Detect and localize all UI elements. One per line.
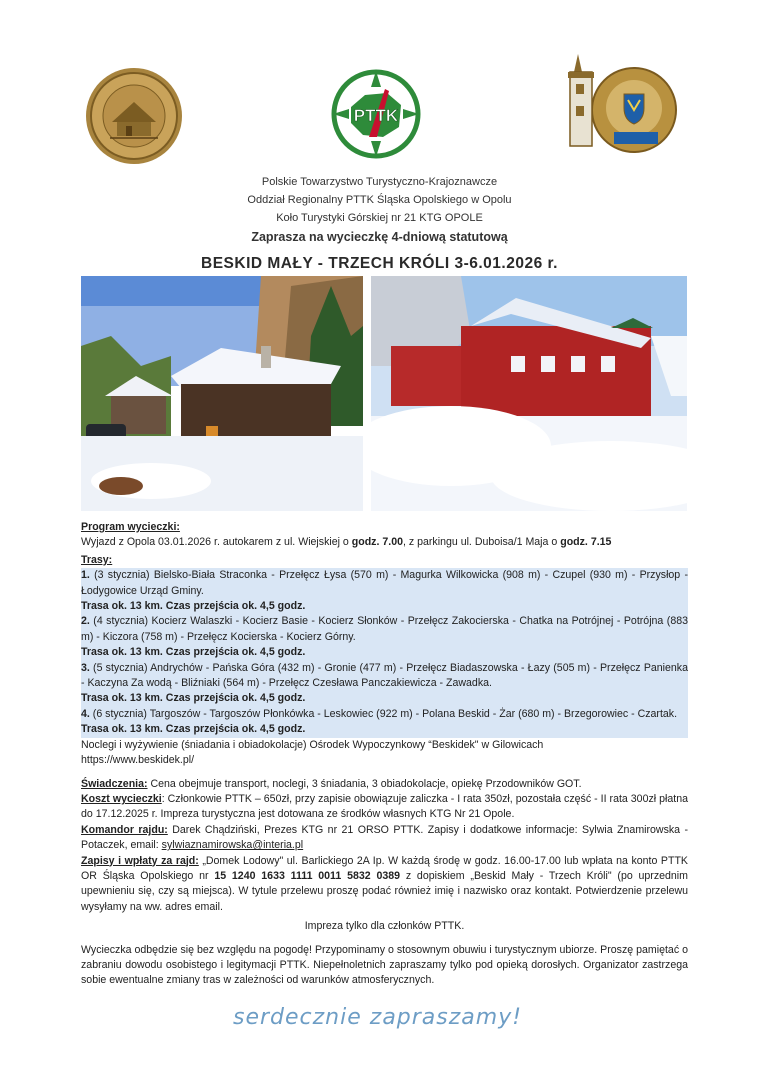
orso-pttk-medal-logo	[84, 66, 184, 166]
page-title: BESKID MAŁY - TRZECH KRÓLI 3-6.01.2026 r.	[201, 255, 558, 272]
route-1-summary: Trasa ok. 13 km. Czas przejścia ok. 4,5 godz.	[81, 600, 306, 613]
photo-red-chalet	[371, 276, 687, 511]
contact-email-link[interactable]: sylwiaznamirowska@interia.pl	[161, 839, 304, 852]
pttk-compass-logo	[329, 67, 423, 161]
program-departure: Wyjazd z Opola 03.01.2026 r. autokarem z ul. Wiejskiej o godz. 7.00, z parkingu ul. Duboisa/1 Maja o godz. 7.15	[81, 536, 612, 549]
header-invite: Zaprasza na wycieczkę 4-dniową statutową	[251, 230, 508, 244]
header-club-name: Koło Turystyki Górskiej nr 21 KTG OPOLE	[276, 212, 483, 224]
cost-info: Koszt wycieczki: Członkowie PTTK – 650zł, przy zapisie obowiązuje zaliczka - I rata 350zł, pozostała część - II rata 300zł płatna do 17.12.2025 r. Impreza turystyczna jest dotowana ze środków własnych KTG Nr 21 Opole.	[81, 792, 688, 821]
closing-note: Wycieczka odbędzie się bez względu na pogodę! Przypominamy o stosownym obuwiu i turystycznym ubiorze. Proszę pamiętać o zabraniu dowodu osobistego i legitymacji PTTK. Niepełnoletnich zapraszamy tylko pod opieką dorosłych. Organizator zastrzega sobie ewentualne zmiany tras w zależności od warunków atmosferycznych.	[81, 943, 688, 987]
program-heading: Program wycieczki:	[81, 521, 180, 533]
header-org-name: Polskie Towarzystwo Turystyczno-Krajoznawcze	[261, 176, 498, 188]
commander-info: Komandor rajdu: Darek Chądziński, Prezes KTG nr 21 ORSO PTTK. Zapisy i dodatkowe informacje: Sylwia Znamirowska -Potaczek, email: sylwiaznamirowska@interia.pl	[81, 823, 688, 852]
route-3: 3. (5 stycznia) Andrychów - Pańska Góra (432 m) - Gronie (477 m) - Przełęcz Biadaszowska - Łazy (505 m) - Przełęcz Panienka - Kaczyna Za wodą - Bliźniaki (564 m) - Przełęcz Czesława Panczakiewicza - Zawadka.	[81, 661, 688, 690]
pttk-logo-text: PTTK	[353, 106, 399, 125]
route-2: 2. (4 stycznia) Kocierz Walaszki - Kocierz Basie - Kocierz Słonków - Przełęcz Zakocierska - Chatka na Potrójnej - Potrójna (883 m) - Kiczora (758 m) - Przełęcz Kocierska - Kocierz Górny.	[81, 615, 688, 643]
signup-info: Zapisy i wpłaty za rajd: „Domek Lodowy" ul. Barlickiego 2A Ip. W każdą środę w godz. 16.00-17.00 lub wpłata na konto PTTK OR Śląska Opolskiego nr 15 1240 1633 1111 0011 5832 0389 z dopiskiem „Beskid Mały - Trzech Króli" (po uprzednim upewnieniu się, czy są miejsca). W tytule przelewu proszę podać również imię i nazwisko oraz kontakt. Potwierdzenie przelewu wysyłamy na ww. adres email.	[81, 854, 688, 913]
route-4: 4. (6 stycznia) Targoszów - Targoszów Płonkówka - Leskowiec (922 m) - Polana Beskid - Żar (680 m) - Brzegorowiec - Czartak.	[81, 707, 678, 720]
routes-block	[81, 568, 688, 737]
route-3-summary: Trasa ok. 13 km. Czas przejścia ok. 4,5 godz.	[81, 692, 306, 705]
services-info: Świadczenia: Cena obejmuje transport, noclegi, 3 śniadania, 3 obiadokolacje, opiekę Przodowników GOT.	[81, 777, 582, 790]
program-section	[81, 520, 688, 989]
lodging-info: Noclegi i wyżywienie (śniadania i obiadokolacje) Ośrodek Wypoczynkowy “Beskidek" w Gilowicach	[81, 738, 544, 751]
lodging-link[interactable]: https://www.beskidek.pl/	[81, 754, 195, 767]
routes-heading: Trasy:	[81, 553, 113, 566]
photo-wooden-cabin	[81, 276, 363, 511]
members-only-note: Impreza tylko dla członków PTTK.	[304, 920, 465, 933]
route-2-summary: Trasa ok. 13 km. Czas przejścia ok. 4,5 godz.	[81, 646, 306, 659]
signature-greeting: serdecznie zapraszamy!	[233, 1005, 523, 1030]
ktg-opole-medal-logo	[564, 50, 678, 162]
header-branch-name: Oddział Regionalny PTTK Śląska Opolskiego w Opolu	[247, 194, 512, 206]
route-4-summary: Trasa ok. 13 km. Czas przejścia ok. 4,5 godz.	[81, 723, 306, 736]
route-1: 1. (3 stycznia) Bielsko-Biała Straconka - Przełęcz Łysa (570 m) - Magurka Wilkowicka (908 m) - Czupel (930 m) - Przysłop - Łodygowice Urząd Gminy.	[81, 569, 688, 597]
